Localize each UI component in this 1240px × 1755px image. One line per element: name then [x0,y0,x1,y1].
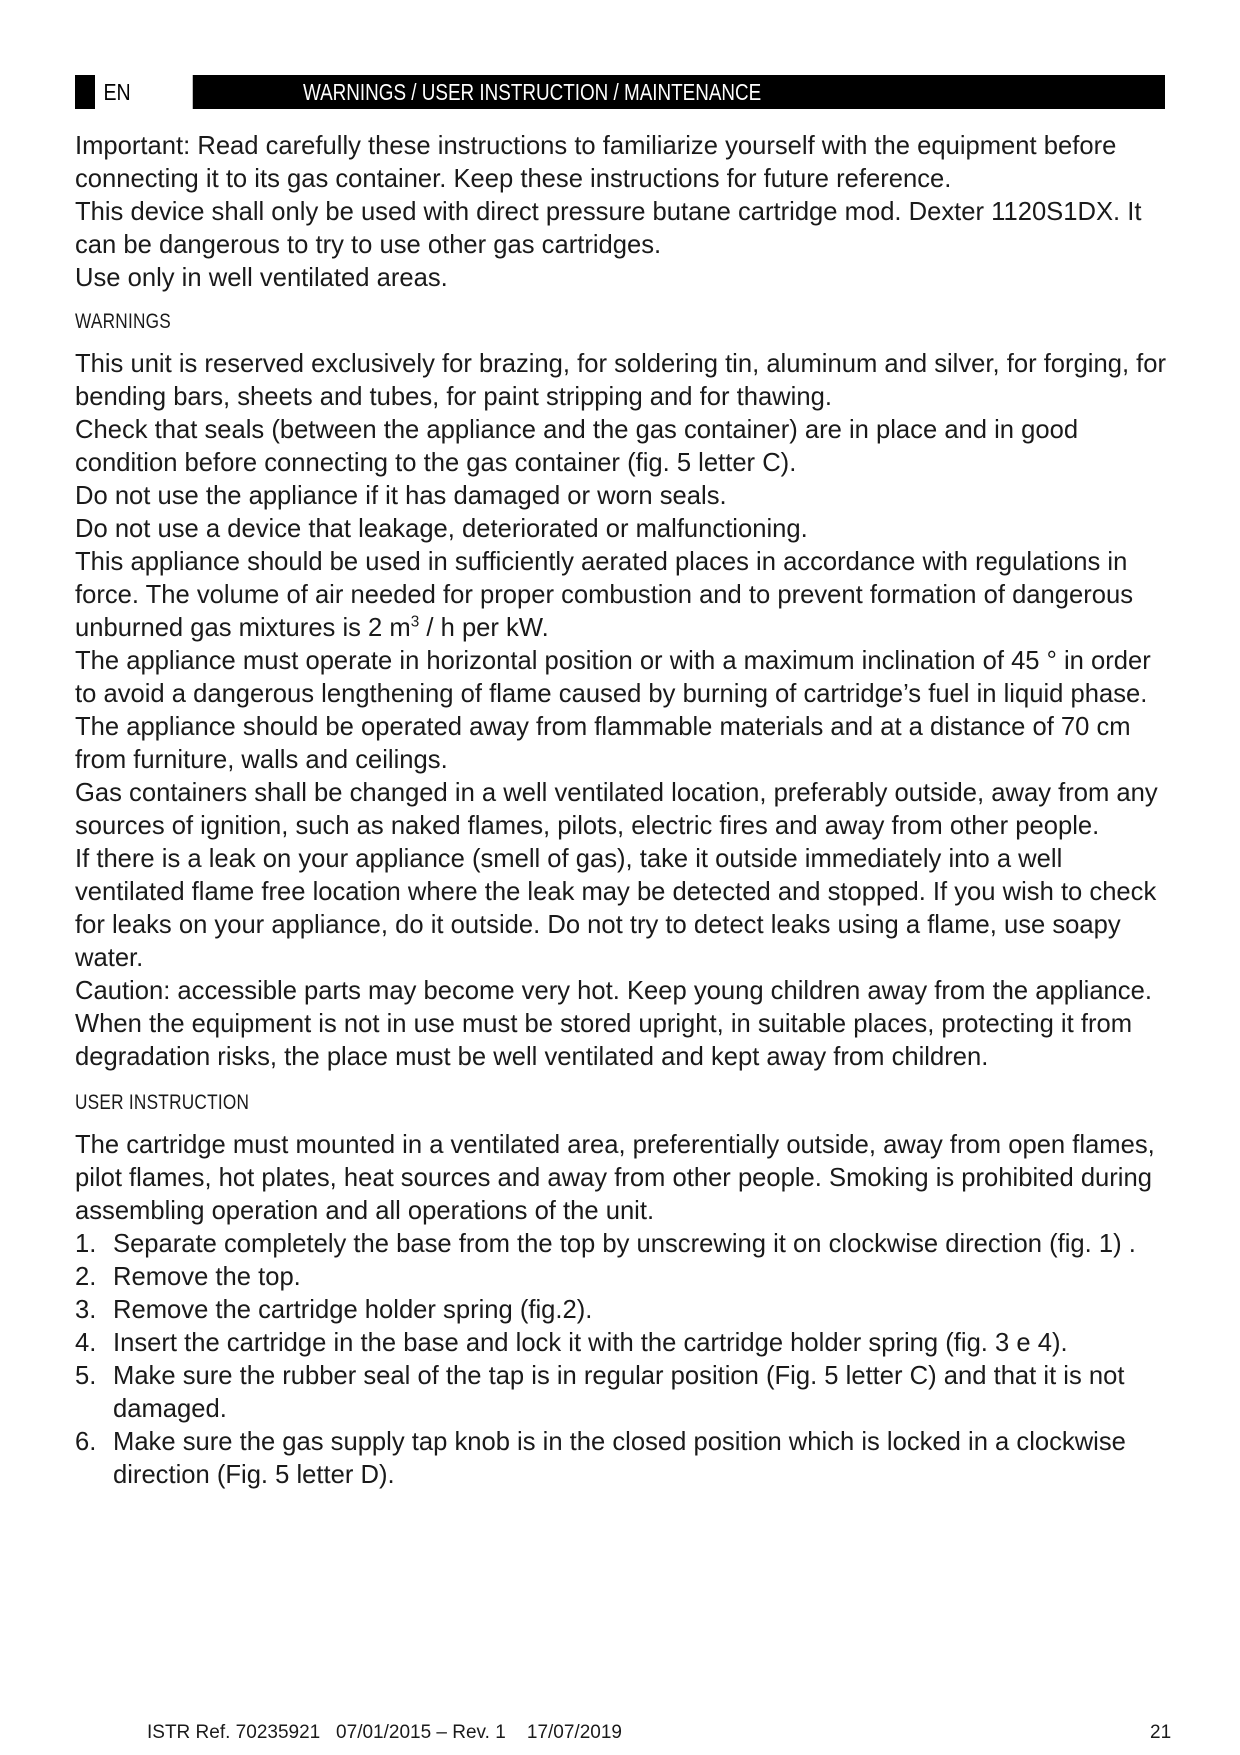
air-volume-unit: / h per kW. [419,614,549,642]
step-number: 1. [75,1230,97,1258]
warning-paragraph: The appliance should be operated away from flammable materials and at a distance of 70 cm from furniture, walls and ceilings. [75,713,1131,774]
list-item [75,1261,1175,1294]
section-header-bar [75,75,1165,109]
list-item [75,1426,1175,1492]
step-number: 2. [75,1263,97,1291]
page-number: 21 [1150,1722,1172,1743]
warning-paragraph: This unit is reserved exclusively for brazing, for soldering tin, aluminum and silver, for forging, for bending bars, sheets and tubes, for paint stripping and for thawing. [75,350,1167,411]
warning-paragraph: Do not use the appliance if it has damaged or worn seals. [75,482,727,510]
intro-paragraph: Important: Read carefully these instructions to familiarize yourself with the equipment before connecting it to its gas container. Keep these instructions for future reference. [75,132,1117,193]
list-item [75,1360,1175,1426]
warning-paragraph: Gas containers shall be changed in a well ventilated location, preferably outside, away from any sources of ignition, such as naked flames, pilots, electric fires and away from other people. [75,779,1158,840]
footer-reference: ISTR Ref. 70235921 07/01/2015 – Rev. 1 17/07/2019 [147,1722,622,1743]
intro-paragraph: Use only in well ventilated areas. [75,264,448,292]
step-text: Remove the top. [113,1263,301,1291]
air-volume-text: This appliance should be used in sufficiently aerated places in accordance with regulations in force. The volume of air needed for proper combustion and to prevent formation of dangerous unburned gas mixtures is 2 m [75,548,1134,642]
step-text: Remove the cartridge holder spring (fig.2). [113,1296,593,1324]
assembly-steps-list [75,1228,1175,1492]
intro-paragraph: This device shall only be used with direct pressure butane cartridge mod. Dexter 1120S1DX. It can be dangerous to try to use other gas cartridges. [75,198,1142,259]
list-item [75,1228,1175,1261]
list-item [75,1294,1175,1327]
step-number: 5. [75,1362,97,1390]
warning-paragraph: The appliance must operate in horizontal position or with a maximum inclination of 45 ° in order to avoid a dangerous lengthening of flame caused by burning of cartridge’s fuel in liquid phase. [75,647,1151,708]
step-number: 4. [75,1329,97,1357]
warning-paragraph: Caution: accessible parts may become very hot. Keep young children away from the appliance. [75,977,1152,1005]
warning-paragraph: If there is a leak on your appliance (smell of gas), take it outside immediately into a well ventilated flame free location where the leak may be detected and stopped. If you wish to check for leaks on your appliance, do it outside. Do not try to detect leaks using a flame, use soapy water. [75,845,1157,972]
warnings-heading: WARNINGS [75,310,172,333]
warning-paragraph-air-volume [75,546,1175,645]
warning-paragraph: When the equipment is not in use must be stored upright, in suitable places, protecting it from degradation risks, the place must be well ventilated and kept away from children. [75,1010,1133,1071]
step-text: Insert the cartridge in the base and lock it with the cartridge holder spring (fig. 3 e 4). [113,1329,1068,1357]
language-label: EN [95,75,193,109]
warning-paragraph: Check that seals (between the appliance and the gas container) are in place and in good condition before connecting to the gas container (fig. 5 letter C). [75,416,1079,477]
document-body [75,130,1175,1492]
step-number: 6. [75,1428,97,1456]
user-instruction-intro: The cartridge must mounted in a ventilated area, preferentially outside, away from open flames, pilot flames, hot plates, heat sources and away from other people. Smoking is prohibited during assembling operation and all operations of the unit. [75,1131,1155,1225]
user-instruction-heading: USER INSTRUCTION [75,1091,250,1114]
step-text: Make sure the gas supply tap knob is in the closed position which is locked in a clockwise direction (Fig. 5 letter D). [113,1428,1126,1489]
cubic-superscript: 3 [410,613,420,631]
warning-paragraph: Do not use a device that leakage, deteriorated or malfunctioning. [75,515,808,543]
step-number: 3. [75,1296,97,1324]
header-title: WARNINGS / USER INSTRUCTION / MAINTENANCE [303,79,762,105]
step-text: Separate completely the base from the top by unscrewing it on clockwise direction (fig. 1) . [113,1230,1136,1258]
step-text: Make sure the rubber seal of the tap is in regular position (Fig. 5 letter C) and that it is not damaged. [113,1362,1125,1423]
list-item [75,1327,1175,1360]
